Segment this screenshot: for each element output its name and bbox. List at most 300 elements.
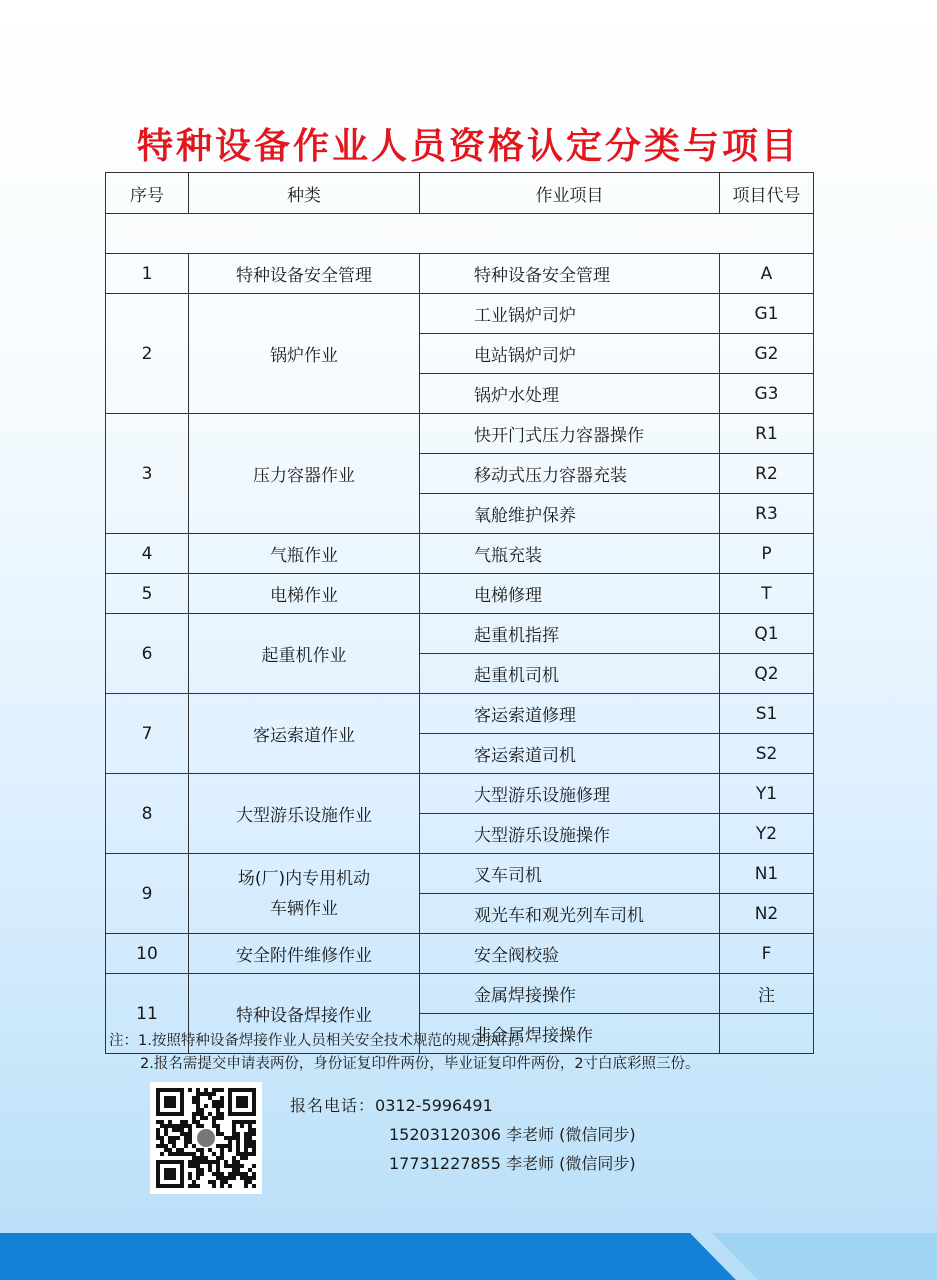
qr-module: [220, 1112, 224, 1116]
qr-module: [220, 1148, 224, 1152]
qr-center-logo: [197, 1129, 215, 1147]
qr-module: [224, 1136, 228, 1140]
qr-module: [220, 1088, 224, 1092]
row-category: 安全附件维修作业: [189, 934, 420, 974]
row-category: 起重机作业: [189, 614, 420, 694]
qr-module: [200, 1160, 204, 1164]
qr-module: [224, 1164, 228, 1168]
qr-module: [240, 1124, 244, 1128]
qr-module: [212, 1152, 216, 1156]
qr-module: [232, 1136, 236, 1140]
qr-module: [188, 1128, 192, 1132]
qr-module: [188, 1124, 192, 1128]
qr-module: [220, 1156, 224, 1160]
qr-module: [248, 1132, 252, 1136]
qr-module: [156, 1136, 160, 1140]
qr-module: [232, 1128, 236, 1132]
qr-module: [212, 1100, 216, 1104]
qr-module: [176, 1136, 180, 1140]
row-item-name: 移动式压力容器充装: [420, 454, 720, 494]
row-item-code: 注: [720, 974, 814, 1014]
qr-module: [184, 1132, 188, 1136]
row-item-code: Y2: [720, 814, 814, 854]
qr-module: [232, 1172, 236, 1176]
qr-module: [232, 1168, 236, 1172]
qr-module: [200, 1092, 204, 1096]
qr-module: [168, 1124, 172, 1128]
qr-module: [164, 1132, 168, 1136]
qr-module: [212, 1116, 216, 1120]
row-category-line: 车辆作业: [270, 898, 338, 919]
contact-info: [290, 1091, 636, 1178]
qualification-table: [105, 172, 814, 1054]
row-item-code: R1: [720, 414, 814, 454]
qr-module: [188, 1176, 192, 1180]
qr-module: [236, 1148, 240, 1152]
row-item-name: 快开门式压力容器操作: [420, 414, 720, 454]
qr-module: [168, 1136, 172, 1140]
header-category: 种类: [189, 173, 420, 214]
qr-module: [196, 1092, 200, 1096]
qr-module: [232, 1120, 236, 1124]
row-item-code: R3: [720, 494, 814, 534]
qr-module: [220, 1116, 224, 1120]
qr-module: [192, 1160, 196, 1164]
table-row: [106, 254, 814, 294]
row-item-code: [720, 1014, 814, 1054]
qr-module: [220, 1104, 224, 1108]
qr-module: [180, 1152, 184, 1156]
qr-module: [196, 1088, 200, 1092]
qr-module: [168, 1148, 172, 1152]
bottom-banner: [0, 1233, 937, 1280]
qr-module: [208, 1160, 212, 1164]
qr-module: [232, 1156, 236, 1160]
row-item-code: P: [720, 534, 814, 574]
qr-module: [188, 1160, 192, 1164]
qr-module: [192, 1152, 196, 1156]
qr-module: [196, 1156, 200, 1160]
qr-module: [248, 1140, 252, 1144]
qr-module: [204, 1116, 208, 1120]
qr-module: [184, 1136, 188, 1140]
row-item-name: 大型游乐设施操作: [420, 814, 720, 854]
qr-module: [204, 1156, 208, 1160]
qr-module: [236, 1140, 240, 1144]
qr-module: [252, 1164, 256, 1168]
qr-module: [172, 1128, 176, 1132]
qr-module: [228, 1184, 232, 1188]
row-item-name: 氧舱维护保养: [420, 494, 720, 534]
contact-line-phone: [290, 1091, 636, 1120]
row-number: 4: [106, 534, 189, 574]
qr-module: [192, 1112, 196, 1116]
qr-module: [196, 1176, 200, 1180]
qr-module: [244, 1176, 248, 1180]
qr-module: [252, 1144, 256, 1148]
row-item-name: 锅炉水处理: [420, 374, 720, 414]
qr-module: [228, 1144, 232, 1148]
row-item-code: Q2: [720, 654, 814, 694]
separator-cell: [106, 214, 814, 254]
qr-module: [192, 1100, 196, 1104]
row-item-code: F: [720, 934, 814, 974]
page-title: 特种设备作业人员资格认定分类与项目: [136, 126, 800, 167]
qr-module: [236, 1132, 240, 1136]
qr-module: [200, 1168, 204, 1172]
qr-module: [244, 1152, 248, 1156]
row-number: 8: [106, 774, 189, 854]
qr-module: [224, 1176, 228, 1180]
qr-module: [216, 1168, 220, 1172]
row-category: 客运索道作业: [189, 694, 420, 774]
qr-module: [248, 1152, 252, 1156]
qr-code: [150, 1082, 262, 1194]
qr-module: [252, 1132, 256, 1136]
qr-module: [176, 1152, 180, 1156]
qr-module: [216, 1100, 220, 1104]
qr-module: [220, 1132, 224, 1136]
qr-module: [220, 1096, 224, 1100]
qr-module: [208, 1168, 212, 1172]
row-category: [189, 854, 420, 934]
qr-module: [184, 1152, 188, 1156]
qr-module: [204, 1092, 208, 1096]
qr-module: [228, 1136, 232, 1140]
contact-phone: 0312-5996491: [375, 1096, 493, 1115]
qr-module: [236, 1160, 240, 1164]
qr-module: [192, 1180, 196, 1184]
row-item-code: S1: [720, 694, 814, 734]
row-item-name: 电站锅炉司炉: [420, 334, 720, 374]
row-item-code: G1: [720, 294, 814, 334]
qr-module: [196, 1124, 200, 1128]
row-category: 气瓶作业: [189, 534, 420, 574]
qr-module: [212, 1172, 216, 1176]
qr-module: [200, 1152, 204, 1156]
qr-module: [212, 1092, 216, 1096]
qr-module: [160, 1124, 164, 1128]
qr-module: [244, 1180, 248, 1184]
qr-module: [184, 1124, 188, 1128]
qr-module: [228, 1140, 232, 1144]
qr-module: [208, 1164, 212, 1168]
qr-module: [248, 1120, 252, 1124]
row-category: 压力容器作业: [189, 414, 420, 534]
qr-module: [236, 1096, 248, 1108]
qr-module: [216, 1104, 220, 1108]
qr-module: [244, 1184, 248, 1188]
qr-module: [172, 1136, 176, 1140]
qr-module: [188, 1152, 192, 1156]
table-row: [106, 534, 814, 574]
qr-module: [224, 1144, 228, 1148]
qr-module: [184, 1140, 188, 1144]
row-item-name: 金属焊接操作: [420, 974, 720, 1014]
row-category: 电梯作业: [189, 574, 420, 614]
header-separator: [106, 214, 814, 254]
row-item-code: R2: [720, 454, 814, 494]
table-row: [106, 294, 814, 334]
row-number: 5: [106, 574, 189, 614]
qr-module: [196, 1172, 200, 1176]
qr-module: [248, 1168, 252, 1172]
row-number: 3: [106, 414, 189, 534]
qr-module: [192, 1096, 196, 1100]
qr-module: [220, 1100, 224, 1104]
qr-module: [184, 1144, 188, 1148]
contact-mobile-2: 17731227855 李老师 (微信同步): [389, 1154, 636, 1173]
qr-code-graphic: [150, 1082, 262, 1194]
header-no: 序号: [106, 173, 189, 214]
qr-module: [212, 1160, 216, 1164]
row-item-code: A: [720, 254, 814, 294]
qr-module: [164, 1144, 168, 1148]
qr-module: [228, 1164, 232, 1168]
qr-module: [208, 1180, 212, 1184]
table-header-row: [106, 173, 814, 214]
qr-module: [220, 1184, 224, 1188]
qr-module: [196, 1096, 200, 1100]
qr-module: [156, 1128, 160, 1132]
row-category-line: 场(厂)内专用机动: [237, 868, 371, 889]
row-item-name: 客运索道司机: [420, 734, 720, 774]
row-item-name: 叉车司机: [420, 854, 720, 894]
qr-module: [160, 1152, 164, 1156]
note-line-1: 注：1.按照特种设备焊接作业人员相关安全技术规范的规定执行。: [109, 1033, 529, 1049]
qr-module: [252, 1120, 256, 1124]
qr-module: [232, 1132, 236, 1136]
qr-module: [228, 1176, 232, 1180]
qr-module: [172, 1152, 176, 1156]
qr-module: [236, 1136, 240, 1140]
row-number: 6: [106, 614, 189, 694]
qr-module: [168, 1152, 172, 1156]
qr-module: [196, 1184, 200, 1188]
qr-module: [216, 1156, 220, 1160]
header-code: 项目代号: [720, 173, 814, 214]
qr-module: [196, 1168, 200, 1172]
qr-module: [220, 1176, 224, 1180]
qr-module: [236, 1164, 240, 1168]
qr-module: [196, 1108, 200, 1112]
qr-module: [216, 1132, 220, 1136]
qr-module: [212, 1180, 216, 1184]
row-item-name: 客运索道修理: [420, 694, 720, 734]
qr-module: [160, 1136, 164, 1140]
qr-module: [200, 1156, 204, 1160]
qr-module: [196, 1104, 200, 1108]
qr-module: [192, 1156, 196, 1160]
row-number: 9: [106, 854, 189, 934]
qr-module: [244, 1136, 248, 1140]
qr-module: [216, 1108, 220, 1112]
qr-module: [236, 1144, 240, 1148]
qr-module: [216, 1172, 220, 1176]
qr-module: [184, 1120, 188, 1124]
qr-module: [252, 1172, 256, 1176]
qr-module: [196, 1112, 200, 1116]
row-category: 特种设备安全管理: [189, 254, 420, 294]
qr-module: [156, 1132, 160, 1136]
qr-module: [196, 1164, 200, 1168]
qr-module: [216, 1116, 220, 1120]
qr-module: [248, 1128, 252, 1132]
qr-module: [216, 1128, 220, 1132]
qr-module: [248, 1136, 252, 1140]
qr-module: [252, 1128, 256, 1132]
qr-module: [232, 1160, 236, 1164]
qr-module: [200, 1172, 204, 1176]
qr-module: [200, 1108, 204, 1112]
qr-module: [240, 1172, 244, 1176]
qr-module: [164, 1124, 168, 1128]
table-row: [106, 694, 814, 734]
qr-module: [168, 1140, 172, 1144]
qr-module: [252, 1152, 256, 1156]
row-item-code: G2: [720, 334, 814, 374]
qr-module: [192, 1164, 196, 1168]
qr-module: [188, 1136, 192, 1140]
qr-module: [200, 1148, 204, 1152]
qr-module: [196, 1120, 200, 1124]
row-number: 7: [106, 694, 189, 774]
qr-module: [192, 1116, 196, 1120]
header-item: 作业项目: [420, 173, 720, 214]
qr-module: [216, 1160, 220, 1164]
row-item-name: 起重机司机: [420, 654, 720, 694]
qr-module: [212, 1124, 216, 1128]
row-item-name: 特种设备安全管理: [420, 254, 720, 294]
qr-module: [208, 1148, 212, 1152]
qr-module: [240, 1152, 244, 1156]
qr-module: [216, 1144, 220, 1148]
qr-module: [188, 1132, 192, 1136]
qr-module: [172, 1144, 176, 1148]
qr-module: [248, 1180, 252, 1184]
row-item-code: S2: [720, 734, 814, 774]
qr-module: [232, 1164, 236, 1168]
qr-module: [236, 1172, 240, 1176]
table-row: [106, 854, 814, 894]
qr-module: [212, 1088, 216, 1092]
qr-module: [248, 1144, 252, 1148]
qr-module: [240, 1156, 244, 1160]
qr-module: [236, 1152, 240, 1156]
row-item-name: 电梯修理: [420, 574, 720, 614]
row-number: 1: [106, 254, 189, 294]
qr-module: [176, 1128, 180, 1132]
qr-module: [172, 1140, 176, 1144]
qr-module: [244, 1140, 248, 1144]
qr-module: [180, 1132, 184, 1136]
qr-module: [244, 1132, 248, 1136]
qr-module: [212, 1120, 216, 1124]
qr-module: [188, 1164, 192, 1168]
qr-module: [168, 1120, 172, 1124]
qr-module: [240, 1120, 244, 1124]
qr-module: [160, 1144, 164, 1148]
bottom-banner-light: [712, 1233, 937, 1280]
table-row: [106, 614, 814, 654]
qr-module: [208, 1096, 212, 1100]
qr-module: [220, 1172, 224, 1176]
qr-module: [224, 1180, 228, 1184]
qr-module: [208, 1112, 212, 1116]
note-line-2: 2.报名需提交申请表两份，身份证复印件两份，毕业证复印件两份，2寸白底彩照三份。: [140, 1056, 700, 1072]
contact-label: 报名电话：: [290, 1096, 376, 1115]
qr-module: [252, 1184, 256, 1188]
qr-module: [200, 1112, 204, 1116]
qr-module: [160, 1140, 164, 1144]
table-row: [106, 574, 814, 614]
qr-module: [232, 1124, 236, 1128]
qr-module: [208, 1092, 212, 1096]
qr-module: [216, 1164, 220, 1168]
qr-module: [200, 1116, 204, 1120]
qr-module: [204, 1160, 208, 1164]
qr-module: [240, 1164, 244, 1168]
row-item-name: 气瓶充装: [420, 534, 720, 574]
row-category: 锅炉作业: [189, 294, 420, 414]
qr-module: [228, 1172, 232, 1176]
qr-module: [244, 1172, 248, 1176]
row-item-name: 安全阀校验: [420, 934, 720, 974]
qr-module: [176, 1148, 180, 1152]
row-category: 特种设备焊接作业: [189, 974, 420, 1054]
qr-module: [216, 1176, 220, 1180]
row-item-code: G3: [720, 374, 814, 414]
qr-module: [248, 1124, 252, 1128]
qr-module: [224, 1160, 228, 1164]
qr-module: [196, 1148, 200, 1152]
row-item-name: 工业锅炉司炉: [420, 294, 720, 334]
qr-module: [164, 1148, 168, 1152]
table-row: [106, 934, 814, 974]
row-item-code: N2: [720, 894, 814, 934]
qr-module: [180, 1124, 184, 1128]
qr-module: [188, 1140, 192, 1144]
table-row: [106, 774, 814, 814]
qr-module: [188, 1184, 192, 1188]
row-number: 11: [106, 974, 189, 1054]
row-number: 10: [106, 934, 189, 974]
qr-module: [180, 1148, 184, 1152]
table-row: [106, 414, 814, 454]
qr-module: [240, 1176, 244, 1180]
qr-module: [204, 1088, 208, 1092]
qr-module: [244, 1156, 248, 1160]
qr-module: [156, 1120, 160, 1124]
table-body: [106, 254, 814, 1054]
qr-module: [164, 1168, 176, 1180]
qr-module: [192, 1184, 196, 1188]
row-item-name: 观光车和观光列车司机: [420, 894, 720, 934]
qr-module: [204, 1104, 208, 1108]
qr-module: [188, 1088, 192, 1092]
qr-module: [252, 1140, 256, 1144]
qr-module: [188, 1172, 192, 1176]
qr-module: [252, 1148, 256, 1152]
row-category: 大型游乐设施作业: [189, 774, 420, 854]
qr-module: [172, 1124, 176, 1128]
qr-module: [164, 1096, 176, 1108]
qr-module: [252, 1176, 256, 1180]
qr-module: [236, 1120, 240, 1124]
row-item-name: 非金属焊接操作: [420, 1014, 720, 1054]
qr-module: [248, 1176, 252, 1180]
qr-module: [176, 1124, 180, 1128]
